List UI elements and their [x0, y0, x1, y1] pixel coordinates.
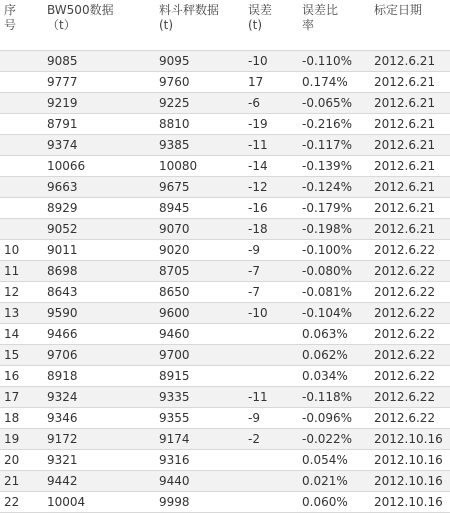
cell-bw500: 8929 — [43, 198, 155, 219]
cell-seq — [0, 135, 43, 156]
cell-error-ratio: 0.062% — [298, 345, 370, 366]
cell-error-ratio: 0.060% — [298, 492, 370, 513]
cell-grain-scale: 9385 — [155, 135, 244, 156]
cell-grain-scale: 9335 — [155, 387, 244, 408]
cell-bw500: 9466 — [43, 324, 155, 345]
cell-error: -10 — [244, 51, 298, 72]
cell-error: -7 — [244, 282, 298, 303]
cell-grain-scale: 8945 — [155, 198, 244, 219]
table-row — [0, 282, 450, 303]
cell-seq: 10 — [0, 240, 43, 261]
cell-error-ratio: 0.174% — [298, 72, 370, 93]
cell-bw500: 9321 — [43, 450, 155, 471]
cell-error-ratio: 0.054% — [298, 450, 370, 471]
cell-date: 2012.6.21 — [370, 72, 450, 93]
cell-error: -6 — [244, 93, 298, 114]
cell-seq: 20 — [0, 450, 43, 471]
cell-grain-scale: 9998 — [155, 492, 244, 513]
header-seq: 序 号 — [0, 0, 43, 51]
cell-date: 2012.6.21 — [370, 198, 450, 219]
cell-grain-scale: 9600 — [155, 303, 244, 324]
table-row — [0, 156, 450, 177]
cell-error: -10 — [244, 303, 298, 324]
cell-date: 2012.10.16 — [370, 450, 450, 471]
table-body — [0, 51, 450, 513]
cell-grain-scale: 10080 — [155, 156, 244, 177]
cell-bw500: 10066 — [43, 156, 155, 177]
cell-seq: 13 — [0, 303, 43, 324]
cell-error: -12 — [244, 177, 298, 198]
cell-bw500: 9324 — [43, 387, 155, 408]
cell-error-ratio: -0.118% — [298, 387, 370, 408]
cell-seq — [0, 219, 43, 240]
cell-grain-scale: 9020 — [155, 240, 244, 261]
cell-bw500: 9011 — [43, 240, 155, 261]
table-row — [0, 261, 450, 282]
cell-bw500: 9374 — [43, 135, 155, 156]
cell-error-ratio: -0.139% — [298, 156, 370, 177]
cell-error-ratio: -0.198% — [298, 219, 370, 240]
cell-date: 2012.6.22 — [370, 261, 450, 282]
cell-grain-scale: 8915 — [155, 366, 244, 387]
cell-seq: 14 — [0, 324, 43, 345]
cell-date: 2012.6.21 — [370, 51, 450, 72]
cell-seq: 12 — [0, 282, 43, 303]
cell-bw500: 9085 — [43, 51, 155, 72]
cell-date: 2012.6.22 — [370, 240, 450, 261]
header-error: 误差 (t) — [244, 0, 298, 51]
cell-bw500: 8698 — [43, 261, 155, 282]
cell-seq: 15 — [0, 345, 43, 366]
table-row — [0, 303, 450, 324]
cell-date: 2012.6.21 — [370, 219, 450, 240]
cell-seq — [0, 114, 43, 135]
header-grain-scale: 料斗秤数据 (t) — [155, 0, 244, 51]
cell-date: 2012.6.21 — [370, 114, 450, 135]
cell-bw500: 9052 — [43, 219, 155, 240]
table-row — [0, 219, 450, 240]
cell-grain-scale: 9440 — [155, 471, 244, 492]
cell-bw500: 9172 — [43, 429, 155, 450]
cell-grain-scale: 9700 — [155, 345, 244, 366]
cell-seq: 11 — [0, 261, 43, 282]
cell-grain-scale: 8810 — [155, 114, 244, 135]
table-row — [0, 135, 450, 156]
cell-error: -11 — [244, 387, 298, 408]
cell-error-ratio: -0.110% — [298, 51, 370, 72]
cell-grain-scale: 9316 — [155, 450, 244, 471]
cell-grain-scale: 9174 — [155, 429, 244, 450]
cell-seq: 17 — [0, 387, 43, 408]
cell-error-ratio: -0.096% — [298, 408, 370, 429]
cell-date: 2012.6.22 — [370, 387, 450, 408]
cell-date: 2012.10.16 — [370, 471, 450, 492]
cell-error-ratio: -0.216% — [298, 114, 370, 135]
cell-error-ratio: 0.063% — [298, 324, 370, 345]
cell-grain-scale: 9355 — [155, 408, 244, 429]
header-date: 标定日期 — [370, 0, 450, 51]
table-row — [0, 51, 450, 72]
table-row — [0, 387, 450, 408]
cell-error-ratio: -0.022% — [298, 429, 370, 450]
cell-grain-scale: 9460 — [155, 324, 244, 345]
cell-bw500: 8643 — [43, 282, 155, 303]
cell-grain-scale: 9760 — [155, 72, 244, 93]
table-row — [0, 198, 450, 219]
cell-error: -11 — [244, 135, 298, 156]
cell-date: 2012.10.16 — [370, 429, 450, 450]
cell-error: -19 — [244, 114, 298, 135]
cell-seq: 21 — [0, 471, 43, 492]
cell-error: -9 — [244, 408, 298, 429]
header-bw500: BW500数据 （t） — [43, 0, 155, 51]
cell-date: 2012.6.22 — [370, 324, 450, 345]
table-row — [0, 345, 450, 366]
table-row — [0, 240, 450, 261]
cell-seq: 19 — [0, 429, 43, 450]
cell-error: 17 — [244, 72, 298, 93]
cell-bw500: 9706 — [43, 345, 155, 366]
cell-error-ratio: -0.117% — [298, 135, 370, 156]
cell-date: 2012.6.22 — [370, 345, 450, 366]
cell-seq — [0, 51, 43, 72]
cell-bw500: 9777 — [43, 72, 155, 93]
cell-grain-scale: 8705 — [155, 261, 244, 282]
cell-error-ratio: -0.081% — [298, 282, 370, 303]
cell-date: 2012.10.16 — [370, 492, 450, 513]
cell-date: 2012.6.21 — [370, 177, 450, 198]
cell-seq — [0, 156, 43, 177]
cell-error — [244, 471, 298, 492]
cell-date: 2012.6.21 — [370, 93, 450, 114]
cell-grain-scale: 9675 — [155, 177, 244, 198]
cell-error-ratio: 0.021% — [298, 471, 370, 492]
cell-error: -2 — [244, 429, 298, 450]
table-row — [0, 177, 450, 198]
cell-seq — [0, 198, 43, 219]
table-row — [0, 408, 450, 429]
cell-bw500: 8918 — [43, 366, 155, 387]
cell-error-ratio: -0.124% — [298, 177, 370, 198]
cell-error-ratio: -0.080% — [298, 261, 370, 282]
cell-error-ratio: 0.034% — [298, 366, 370, 387]
cell-seq — [0, 93, 43, 114]
cell-grain-scale: 9095 — [155, 51, 244, 72]
cell-bw500: 9346 — [43, 408, 155, 429]
table-row — [0, 324, 450, 345]
table-row — [0, 366, 450, 387]
header-row — [0, 0, 450, 51]
cell-date: 2012.6.22 — [370, 366, 450, 387]
cell-grain-scale: 9070 — [155, 219, 244, 240]
cell-seq: 16 — [0, 366, 43, 387]
cell-error — [244, 345, 298, 366]
cell-grain-scale: 8650 — [155, 282, 244, 303]
cell-error: -18 — [244, 219, 298, 240]
cell-grain-scale: 9225 — [155, 93, 244, 114]
cell-error-ratio: -0.100% — [298, 240, 370, 261]
cell-error: -9 — [244, 240, 298, 261]
cell-seq: 22 — [0, 492, 43, 513]
cell-bw500: 9590 — [43, 303, 155, 324]
cell-bw500: 9219 — [43, 93, 155, 114]
cell-seq — [0, 177, 43, 198]
table-row — [0, 450, 450, 471]
cell-error — [244, 324, 298, 345]
cell-bw500: 9663 — [43, 177, 155, 198]
cell-seq: 18 — [0, 408, 43, 429]
table-row — [0, 114, 450, 135]
cell-date: 2012.6.22 — [370, 303, 450, 324]
cell-date: 2012.6.21 — [370, 156, 450, 177]
cell-error: -7 — [244, 261, 298, 282]
table-row — [0, 492, 450, 513]
cell-error — [244, 450, 298, 471]
cell-error: -14 — [244, 156, 298, 177]
cell-date: 2012.6.21 — [370, 135, 450, 156]
table-row — [0, 93, 450, 114]
cell-error-ratio: -0.104% — [298, 303, 370, 324]
cell-error-ratio: -0.179% — [298, 198, 370, 219]
cell-error — [244, 492, 298, 513]
table-row — [0, 429, 450, 450]
header-error-ratio: 误差比 率 — [298, 0, 370, 51]
table-row — [0, 72, 450, 93]
cell-bw500: 10004 — [43, 492, 155, 513]
cell-bw500: 9442 — [43, 471, 155, 492]
cell-bw500: 8791 — [43, 114, 155, 135]
cell-date: 2012.6.22 — [370, 408, 450, 429]
cell-error: -16 — [244, 198, 298, 219]
cell-error — [244, 366, 298, 387]
table-row — [0, 471, 450, 492]
cell-error-ratio: -0.065% — [298, 93, 370, 114]
cell-date: 2012.6.22 — [370, 282, 450, 303]
cell-seq — [0, 72, 43, 93]
table-header — [0, 0, 450, 51]
